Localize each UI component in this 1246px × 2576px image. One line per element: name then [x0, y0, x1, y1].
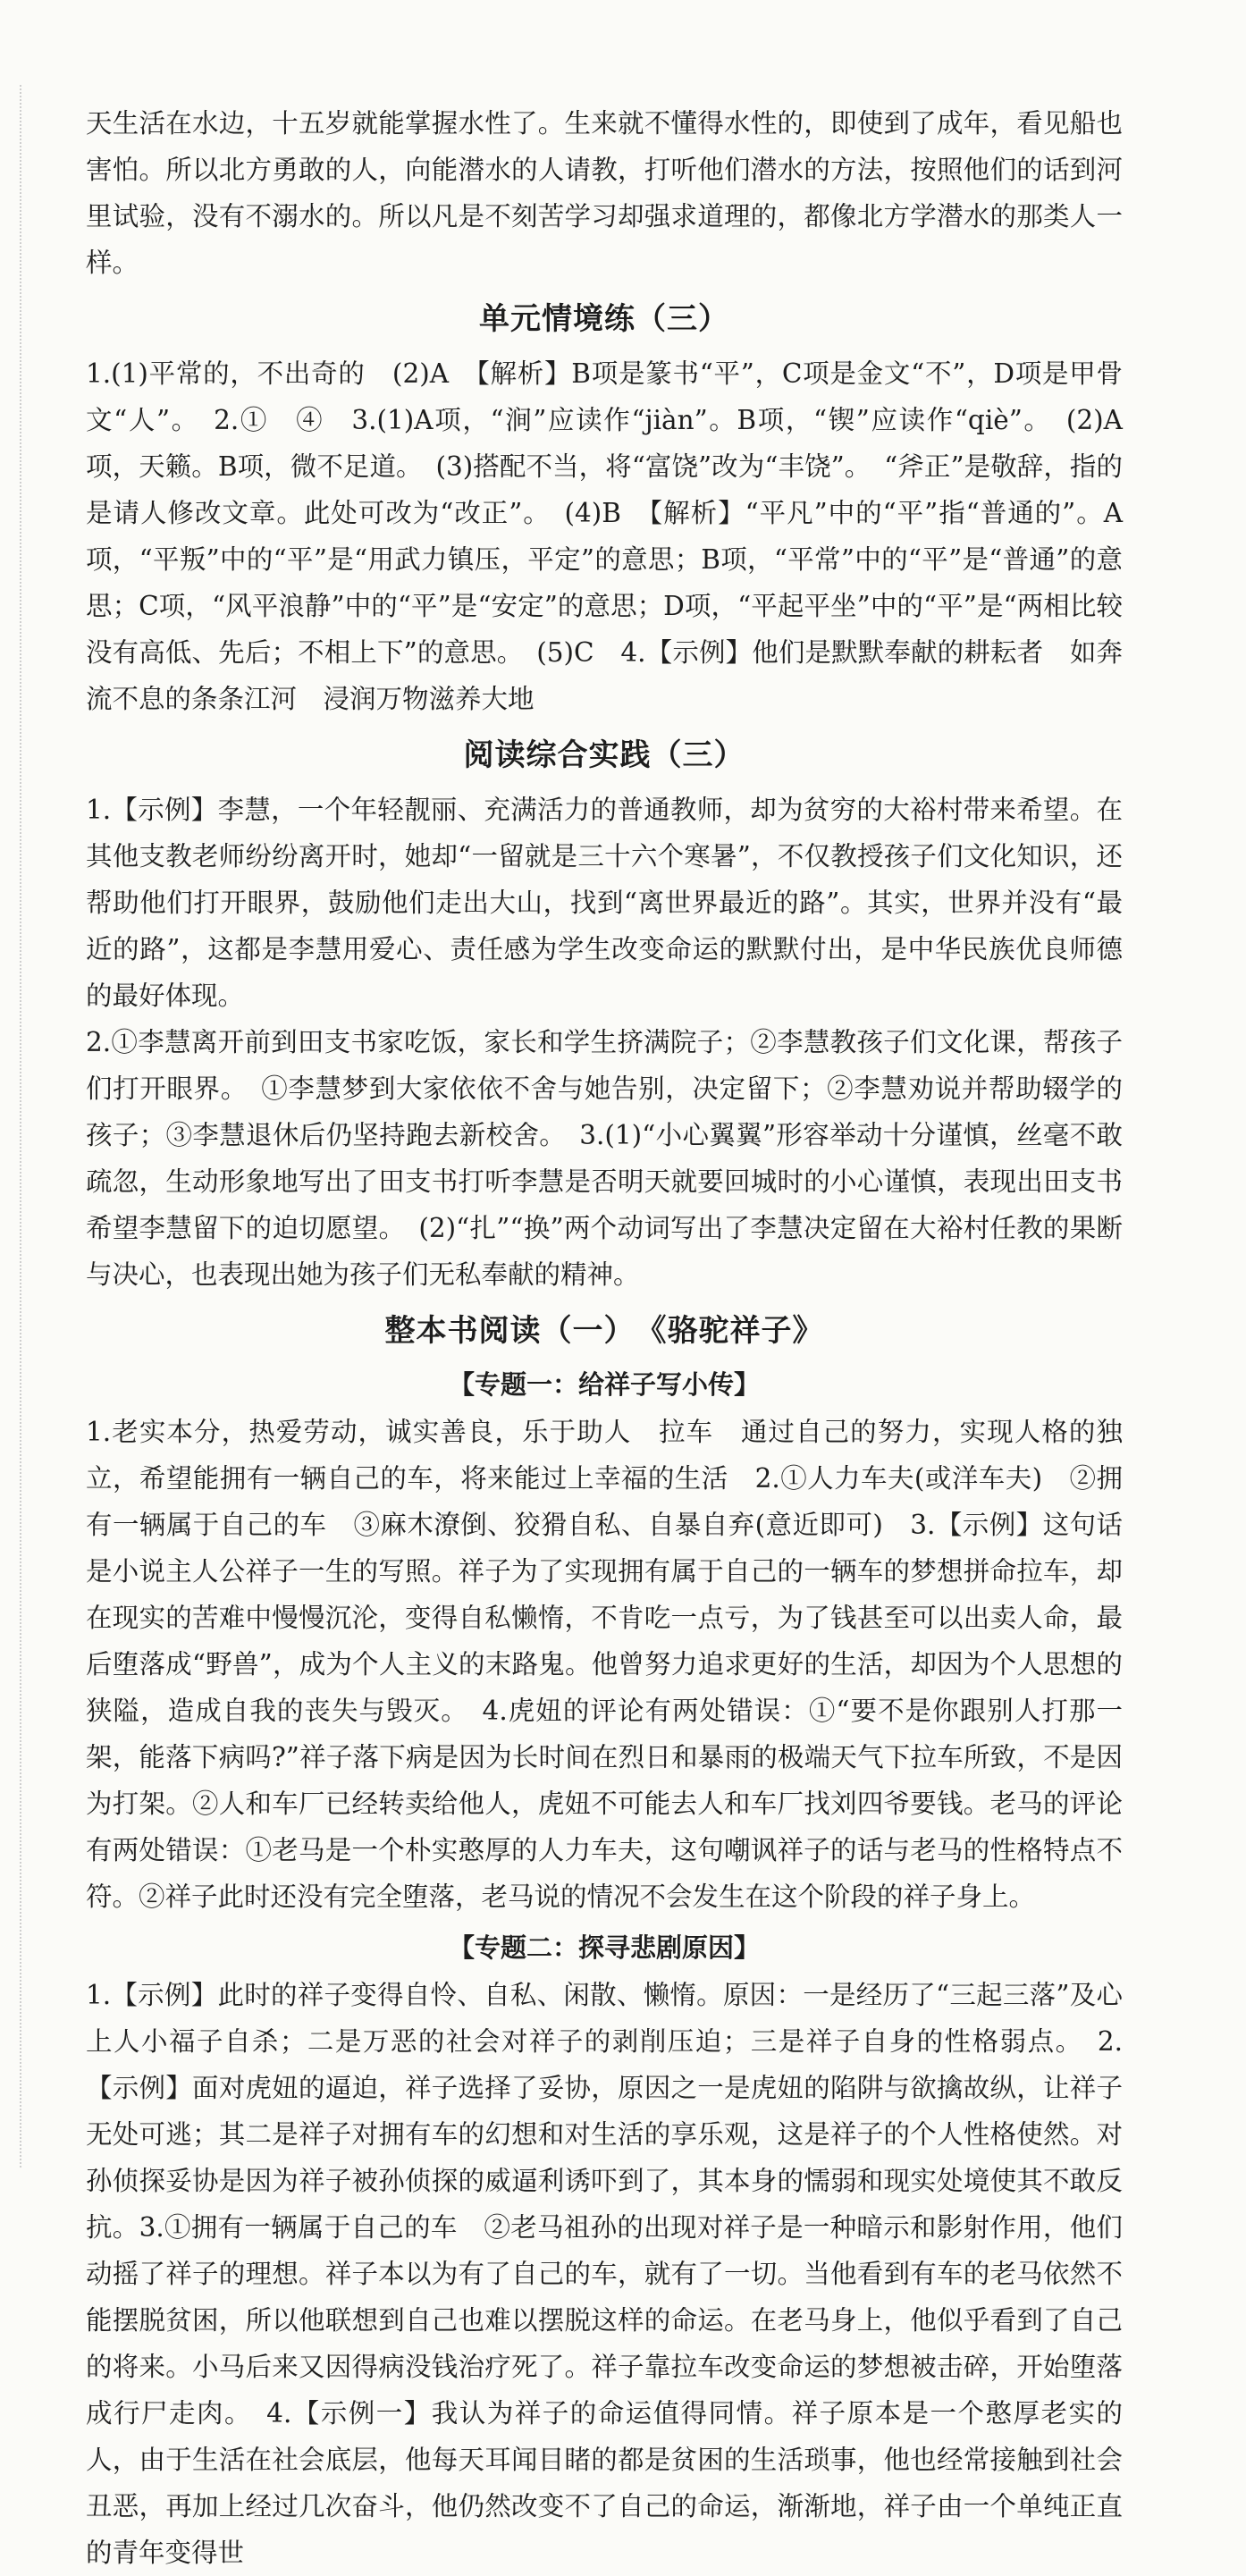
topic2-answers: 1.【示例】此时的祥子变得自怜、自私、闲散、懒惰。原因：一是经历了“三起三落”及心上人小福子自杀；二是万恶的社会对祥子的剥削压迫；三是祥子自身的性格弱点。 2.【示例】面对虎妞的逼迫，祥子选择了妥协，原因之一是虎妞的陷阱与欲擒故纵，让祥子无处可逃；其二是祥子对拥有车的幻想和对生活的享乐观，这是祥子的个人性格使然。对孙侦探妥协是因为祥子被孙侦探的威逼利诱吓到了，其本身的懦弱和现实处境使其不敢反抗。3.①拥有一辆属于自己的车 ②老马祖孙的出现对祥子是一种暗示和影射作用，他们动摇了祥子的理想。祥子本以为有了自己的车，就有了一切。当他看到有车的老马依然不能摆脱贫困，所以他联想到自己也难以摆脱这样的命运。在老马身上，他似乎看到了自己的将来。小马后来又因得病没钱治疗死了。祥子靠拉车改变命运的梦想被击碎，开始堕落成行尸走肉。 4.【示例一】我认为祥子的命运值得同情。祥子原本是一个憨厚老实的人，由于生活在社会底层，他每天耳闻目睹的都是贫困的生活琐事，他也经常接触到社会丑恶，再加上经过几次奋斗，他仍然改变不了自己的命运，渐渐地，祥子由一个单纯正直的青年变得世	[86, 1980, 1123, 2568]
reading3-answer-2: 2.①李慧离开前到田支书家吃饭，家长和学生挤满院子；②李慧教孩子们文化课，帮孩子们打开眼界。 ①李慧梦到大家依依不舍与她告别，决定留下；②李慧劝说并帮助辍学的孩子；③李慧退休后仍坚持跑去新校舍。 3.(1)“小心翼翼”形容举动十分谨慎，丝毫不敢疏忽，生动形象地写出了田支书打听李慧是否明天就要回城时的小心谨慎，表现出田支书希望李慧留下的迫切愿望。 (2)“扎”“换”两个动词写出了李慧决定留在大裕村任教的果断与决心，也表现出她为孩子们无私奉献的精神。	[86, 1027, 1123, 1290]
intro-paragraph: 天生活在水边，十五岁就能掌握水性了。生来就不懂得水性的，即使到了成年，看见船也害怕。所以北方勇敢的人，向能潜水的人请教，打听他们潜水的方法，按照他们的话到河里试验，没有不溺水的。所以凡是不刻苦学习却强求道理的，都像北方学潜水的那类人一样。	[86, 108, 1123, 278]
reading3-answer-1: 1.【示例】李慧，一个年轻靓丽、充满活力的普通教师，却为贫穷的大裕村带来希望。在其他支教老师纷纷离开时，她却“一留就是三十六个寒暑”，不仅教授孩子们文化知识，还帮助他们打开眼界，鼓励他们走出大山，找到“离世界最近的路”。其实，世界并没有“最近的路”，这都是李慧用爱心、责任感为学生改变命运的默默付出，是中华民族优良师德的最好体现。	[86, 795, 1123, 1011]
reading3-title: 阅读综合实践（三）	[463, 737, 745, 773]
topic1-title: 【专题一：给祥子写小传】	[448, 1369, 760, 1400]
topic2-title: 【专题二：探寻悲剧原因】	[448, 1932, 760, 1963]
binding-margin-line	[20, 85, 21, 2168]
unit3-answers: 1.(1)平常的，不出奇的 (2)A 【解析】B项是篆书“平”，C项是金文“不”，D项是甲骨文“人”。 2.① ④ 3.(1)A项，“涧”应读作“jiàn”。B项，“锲”应读作“qiè”。 (2)A项，天籁。B项，微不足道。 (3)搭配不当，将“富饶”改为“丰饶”。 “斧正”是敬辞，指的是请人修改文章。此处可改为“改正”。 (4)B 【解析】“平凡”中的“平”指“普通的”。A项，“平叛”中的“平”是“用武力镇压，平定”的意思；B项，“平常”中的“平”是“普通”的意思；C项，“风平浪静”中的“平”是“安定”的意思；D项，“平起平坐”中的“平”是“两相比较没有高低、先后；不相上下”的意思。 (5)C 4.【示例】他们是默默奉献的耕耘者 如奔流不息的条条江河 浸润万物滋养大地	[86, 358, 1123, 714]
book1-title: 整本书阅读（一） 《骆驼祥子》	[384, 1313, 824, 1349]
unit3-title: 单元情境练（三）	[479, 301, 729, 337]
topic1-answers: 1.老实本分，热爱劳动，诚实善良，乐于助人 拉车 通过自己的努力，实现人格的独立，希望能拥有一辆自己的车，将来能过上幸福的生活 2.①人力车夫(或洋车夫) ②拥有一辆属于自己的车 ③麻木潦倒、狡猾自私、自暴自弃(意近即可) 3.【示例】这句话是小说主人公祥子一生的写照。祥子为了实现拥有属于自己的一辆车的梦想拼命拉车，却在现实的苦难中慢慢沉沦，变得自私懒惰，不肯吃一点亏，为了钱甚至可以出卖人命，最后堕落成“野兽”，成为个人主义的末路鬼。他曾努力追求更好的生活，却因为个人思想的狭隘，造成自我的丧失与毁灭。 4.虎妞的评论有两处错误：①“要不是你跟别人打那一架，能落下病吗?”祥子落下病是因为长时间在烈日和暴雨的极端天气下拉车所致，不是因为打架。②人和车厂已经转卖给他人，虎妞不可能去人和车厂找刘四爷要钱。老马的评论有两处错误：①老马是一个朴实憨厚的人力车夫，这句嘲讽祥子的话与老马的性格特点不符。②祥子此时还没有完全堕落，老马说的情况不会发生在这个阶段的祥子身上。	[86, 1417, 1123, 1912]
